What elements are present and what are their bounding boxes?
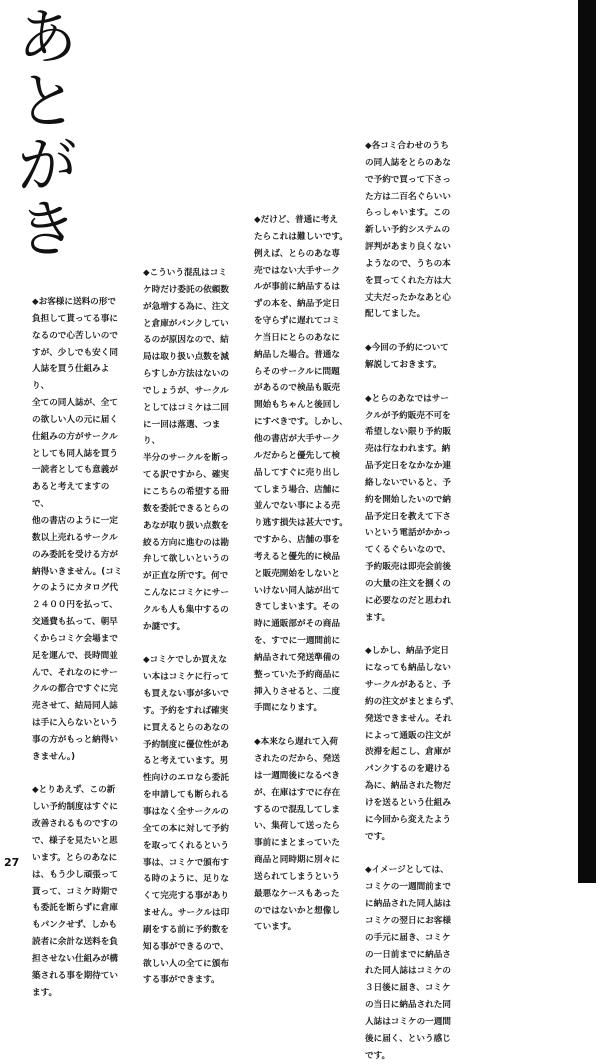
paragraph: ◆コミケでしか買えな い本はコミケに行って も買えない事が多いで す。予約をすれば確実 に買えるとらのあなの 予約制度に優位性があ ると考えています。男 性向けのエロなら委託 を申請しても断られる 事はなく全サークルの 全ての本に対して予約 を取ってくれるという 事は、コミケで頒布す る時のように、足りな くて完売する事があり ません。サークルは印 刷をする前に予約数を 知る事ができるので、 欲しい人の全てに頒布 する事ができます。 [143, 655, 230, 986]
paragraph: ◆こういう混乱はコミ ケ時だけ委託の依頼数 が急増する為に、注文 と倉庫がパンクしてい るのが原因なので、結 局は取り扱い点数を減 らすしか方法はないの でしょうが、サークル としてはコミケは二回 に一回は落選、つまり、 半分のサークルを断っ てる訳ですから、確実 にこちらの希望する冊 数を委託できるとらの あなが取り扱い点数を 絞る方向に進むのは勘 弁して欲しいというの が正直な所です。何で こんなにコミケにサー クルも人も集中するの か謎です。 [143, 268, 229, 632]
text-column-1 [32, 294, 126, 1001]
paragraph: ◆しかし、納品予定日 になっても納品しない サークルがあると、予 約の注文がまとまらず、 発送できません。それ によって通販の注文が 渋滞を起こし、倉庫が パンクするのを避ける 為に、納品された物だ けを送るという仕組み に今回から変えたよう です。 [365, 646, 459, 842]
paragraph: ◆とらのあなではサー クルが予約販売不可を 希望しない限り予約販 売は行なわれます。納 品予定日をなかなか連 絡しないでいると、予 約を開始したいので納 品予定日を教えて下さ いという電話がかかっ てくるぐらいなので、 予約販売は即売会前後 の大量の注文を捌くの に必要なのだと思われ ます。 [365, 393, 451, 623]
page-number: 27 [4, 856, 20, 869]
paragraph: ◆各コミ合わせのうち の同人誌をとらのあな で予約で買って下さっ た方は二百名ぐらいい らっしゃいます。この 新しい予約システムの 評判があまり良くない ようなので、うちの本 を買ってくれた方は大 丈夫だったかなあと心 配してました。 [365, 141, 451, 320]
text-column-3 [254, 212, 348, 936]
paragraph: ◆本来なら遅れて入荷 されたのだから、発送 は一週間後になるべき が、在庫はすでに存在 するので混乱してしま い、集荷して送ったら 事前にまとまっていた 商品と同時期に別々に 送られてしまうという 最悪なケースもあった のではないかと想像し ています。 [254, 737, 341, 933]
text-column-2 [143, 265, 237, 989]
paragraph: ◆とりあえず、この新 しい予約制度はすぐに 改善されるものですの で、様子を見たいと思 います。とらのあなに は、もう少し頑張って 貰って、コミケ時期で も委託を断らずに倉庫 もパンクせず、しかも 読者に余計な送料を負 担させない仕組みが構 築される事を期待てい ます。 [32, 785, 118, 998]
right-edge-bar [578, 0, 596, 883]
text-column-4 [365, 138, 459, 1064]
paragraph: ◆だけど、普通に考え たらこれは難しいです。 例えば、とらのあな専 売ではない大手サーク ルが事前に納品するは ずの本を、納品予定日 を守らずに遅れてコミ ケ当日にとらのあなに 納品した場合。普通な らそのサークルに問題 があるので検品も販売 開始もちゃんと後回し にすべきです。しかし、 他の書店が大手サーク ルだからと優先して検 品してすぐに売り出し てしまう場合、店舗に 並んでない事による売 り逃す損失は甚大です。 ですから、店舗の事を 考えると優先的に検品 と販売開始をしないと いけない同人誌が出て きてしまいます。その 時に通販部がその商品 を、すでに一週間前に 納品されて発送準備の 整っていた予約商品に 挿入りさせると、二度 手間になります。 [254, 215, 348, 714]
paragraph: ◆お客様に送料の形で 負担して貰ってる事に なるので心苦しいので すが、少しでも安く同 人誌を買う仕組みより、 全ての同人誌が、全て の欲しい人の元に届く 仕組みの方がサークル としても同人誌を買う 一読者としても意義が あると考えてますので、 他の書店のように一定 数以上売れるサークル のみ委託を受ける方が 納得いきません。(コミ ケのようにカタログ代 ２４００円を払って、 交通費も払って、朝早 くからコミケ会場まで 足を運んで、長時間並 んで、それなのにサー クルの都合ですぐに完 売させて、結局同人誌 は手に入らないという 事の方がもっと納得い きません。) [32, 297, 123, 762]
page-title: あとがき [6, 4, 79, 260]
paragraph: ◆今回の予約について 解説しておきます。 [365, 343, 449, 370]
paragraph: ◆イメージとしては、 コミケの一週間前まで に納品された同人誌は コミケの翌日にお客様 の手元に届き、コミケ の一日前までに納品さ れた同人誌はコミケの ３日後に届き、コミケ の当日に納品された同 人誌はコミケの一週間 後に届く、という感じ です。 [365, 865, 451, 1061]
